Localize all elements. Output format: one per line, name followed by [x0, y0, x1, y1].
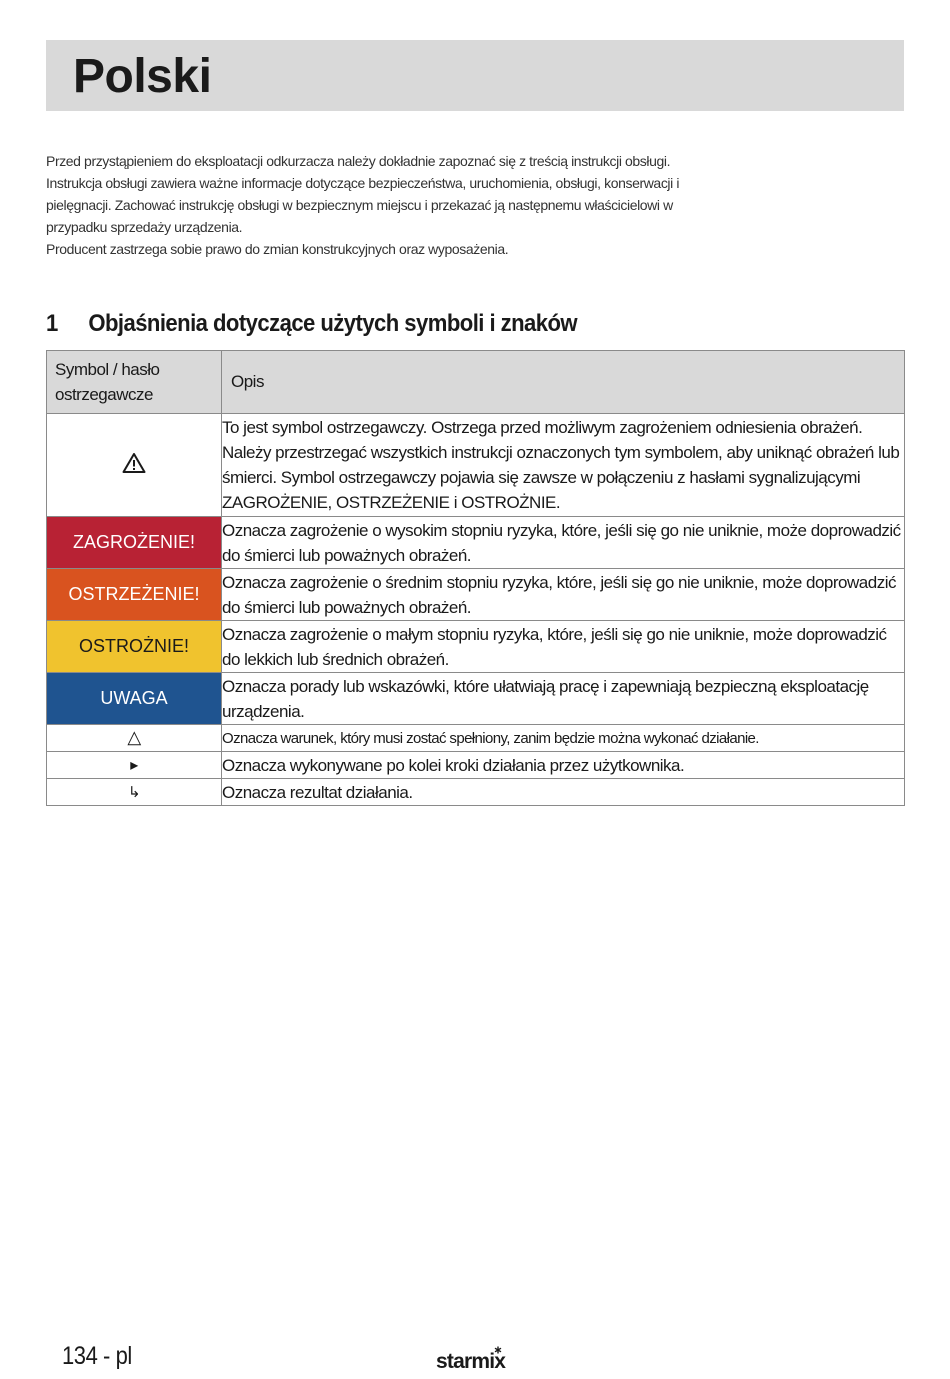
step-symbol-cell [47, 752, 222, 779]
alert-symbol-description [222, 414, 905, 517]
caution-description: Oznacza zagrożenie o małym stopniu ryzyka, które, jeśli się go nie uniknie, może doprowadzić do lekkich lub średnich obrażeń. [222, 621, 905, 673]
header-description: Opis [222, 351, 905, 414]
language-banner [46, 40, 904, 111]
signal-word-warning: OSTRZEŻENIE [335, 493, 450, 512]
caution-label: OSTROŻNIE! [47, 621, 222, 673]
notice-label: UWAGA [47, 673, 222, 725]
separator: , [327, 493, 336, 512]
section-number: 1 [46, 310, 58, 337]
table-header-row [47, 351, 905, 414]
result-arrow-icon: ↳ [127, 784, 141, 801]
header-symbol: Symbol / hasło ostrzegawcze [47, 351, 222, 414]
alert-symbol-cell [47, 414, 222, 517]
brand-logo [436, 1346, 516, 1379]
warning-label: OSTRZEŻENIE! [47, 569, 222, 621]
period: . [555, 493, 561, 512]
step-description: Oznacza wykonywane po kolei kroki działania przez użytkownika. [222, 752, 905, 779]
table-row-result [47, 779, 905, 806]
section-title: Objaśnienia dotyczące użytych symboli i znaków [88, 310, 578, 337]
alert-description-text: To jest symbol ostrzegawczy. Ostrzega przed możliwym zagrożeniem odniesienia obrażeń. Należy przestrzegać wszystkich instrukcji oznaczonych tym symbolem, aby uniknąć obrażeń lub śmierci. Symbol ostrzegawczy pojawia się zawsze w połączeniu z hasłami sygnalizującymi [222, 418, 900, 487]
svg-text:starmix: starmix [436, 1350, 506, 1373]
table-row-warning [47, 569, 905, 621]
table-row-caution [47, 621, 905, 673]
table-row-precondition [47, 725, 905, 752]
table-row-alert-symbol [47, 414, 905, 517]
danger-label: ZAGROŻENIE! [47, 517, 222, 569]
symbols-table [46, 350, 905, 806]
outline-triangle-icon: △ [127, 727, 141, 747]
precondition-description: Oznacza warunek, który musi zostać spełniony, zanim będzie można wykonać działanie. [222, 725, 905, 752]
signal-word-caution: OSTROŻNIE [461, 493, 556, 512]
step-arrow-icon: ▸ [130, 757, 138, 774]
intro-paragraph: Przed przystąpieniem do eksploatacji odkurzacza należy dokładnie zapoznać się z treścią instrukcji obsługi. Instrukcja obsługi zawiera ważne informacje dotyczące bezpieczeństwa, uruchomienia, obsługi, konserwacji i pielęgnacji. Zachować instrukcję obsługi w bezpiecznym miejscu i przekazać ją następnemu właścicielowi w przypadku sprzedaży urządzenia. [46, 153, 680, 235]
intro-paragraph-manufacturer: Producent zastrzega sobie prawo do zmian konstrukcyjnych oraz wyposażenia. [46, 241, 509, 257]
warning-triangle-icon [122, 452, 146, 474]
result-symbol-cell [47, 779, 222, 806]
table-row-danger [47, 517, 905, 569]
starmix-logo [436, 1346, 516, 1374]
page-number: 134 - pl [62, 1342, 132, 1370]
table-row-notice [47, 673, 905, 725]
section-heading [46, 306, 577, 342]
intro-text [46, 150, 726, 260]
separator: i [449, 493, 462, 512]
language-title: Polski [73, 50, 212, 103]
table-row-step [47, 752, 905, 779]
precondition-symbol-cell [47, 725, 222, 752]
notice-description: Oznacza porady lub wskazówki, które ułatwiają pracę i zapewniają bezpieczną eksploatację urządzenia. [222, 673, 905, 725]
warning-description: Oznacza zagrożenie o średnim stopniu ryzyka, które, jeśli się go nie uniknie, może doprowadzić do śmierci lub poważnych obrażeń. [222, 569, 905, 621]
signal-word-danger: ZAGROŻENIE [222, 493, 328, 512]
result-description: Oznacza rezultat działania. [222, 779, 905, 806]
danger-description: Oznacza zagrożenie o wysokim stopniu ryzyka, które, jeśli się go nie uniknie, może doprowadzić do śmierci lub poważnych obrażeń. [222, 517, 905, 569]
